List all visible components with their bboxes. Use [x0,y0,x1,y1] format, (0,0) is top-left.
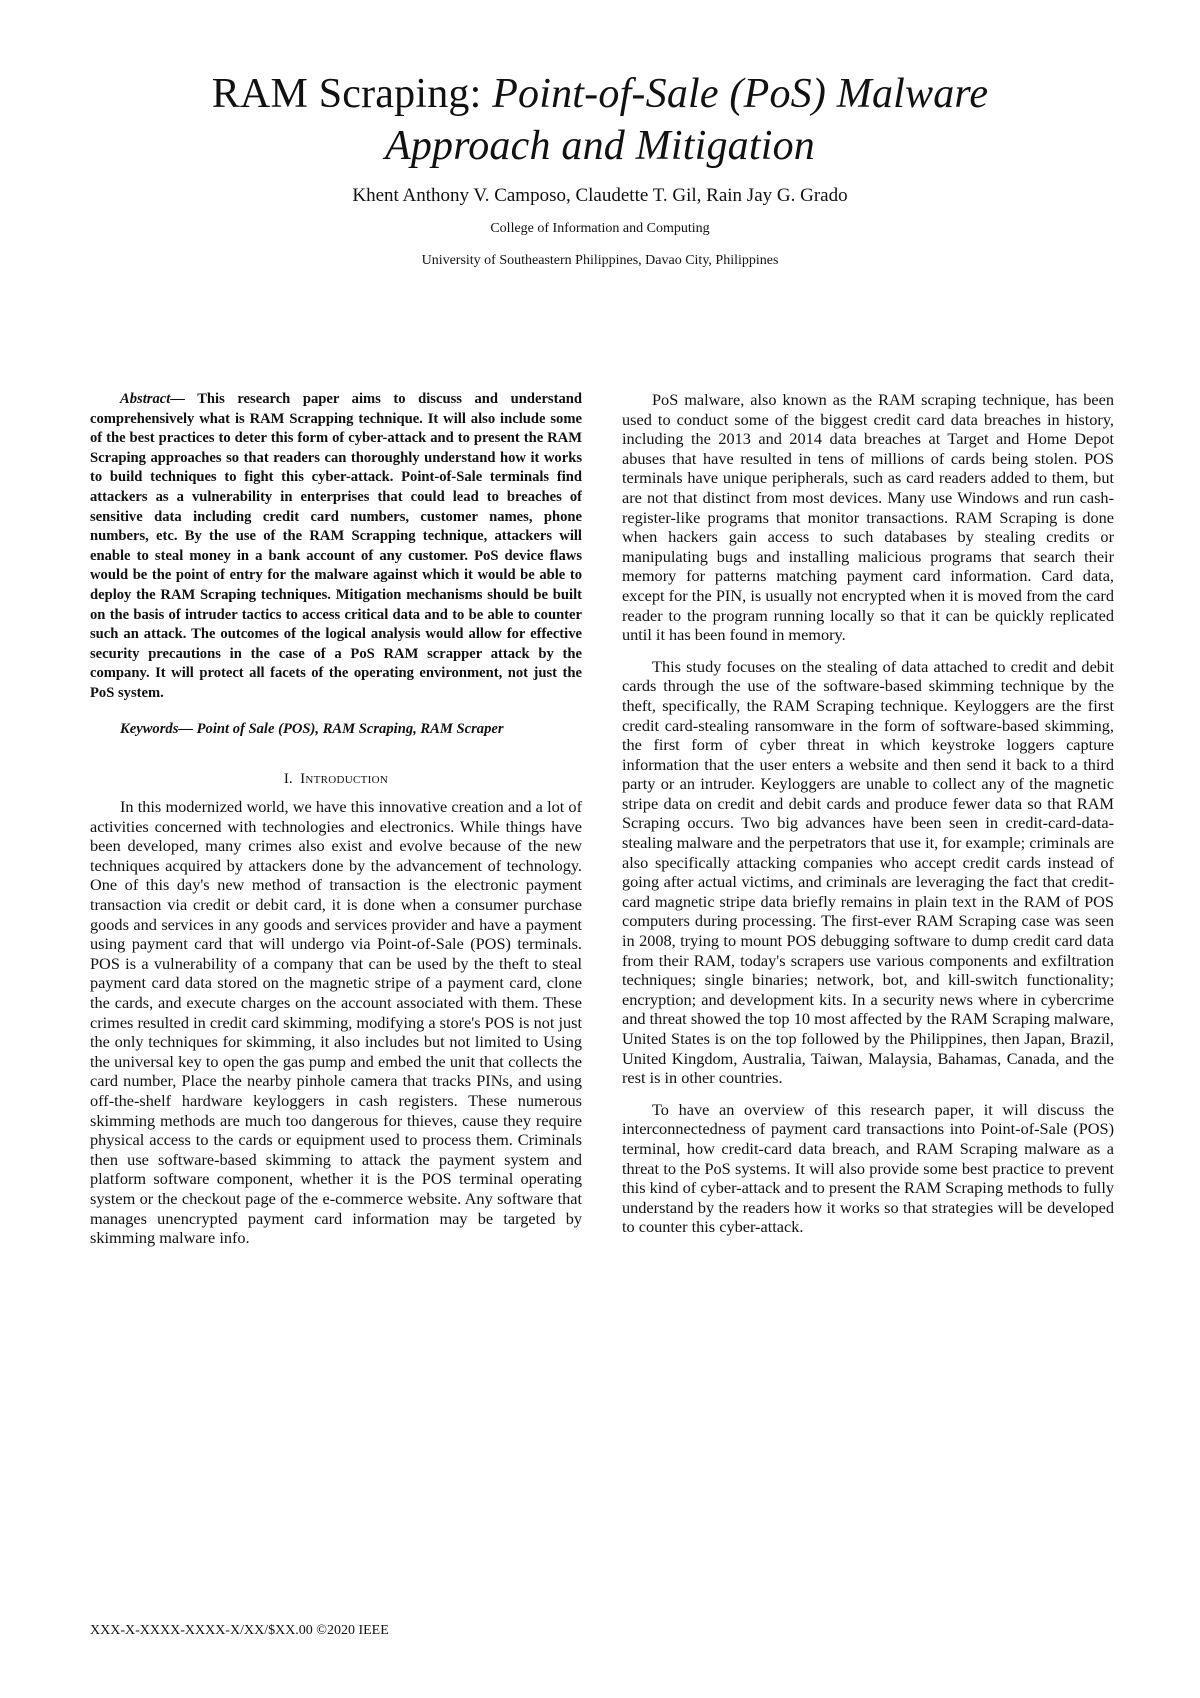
keywords: Keywords— Point of Sale (POS), RAM Scraping, RAM Scraper [120,720,504,737]
body-paragraph-1: PoS malware, also known as the RAM scraping technique, has been used to conduct some of the biggest credit card data breaches in history, including the 2013 and 2014 data breaches at Target and Home Depot abuses that have resulted in tens of millions of cards being stolen. POS terminals have unique peripherals, such as card readers added to them, but are not that distinct from most devices. Many use Windows and run cash-register-like programs that monitor transactions. RAM Scraping is done when hackers gain access to such databases by stealing credits or manipulating bugs and installing malicious programs that search their memory for patterns matching payment card information. Card data, except for the PIN, is usually not encrypted when it is moved from the card reader to the program running locally so that it can be quickly replicated until it has been found in memory. [622,390,1114,645]
abstract-dash: — [170,391,198,407]
copyright-footer: XXX-X-XXXX-XXXX-X/XX/$XX.00 ©2020 IEEE [90,1623,389,1638]
intro-paragraph: In this modernized world, we have this innovative creation and a lot of activities concerned with technologies and electronics. While things have been developed, many crimes also exist and evolve because of the new techniques acquired by attackers done by the advancement of technology. One of this day's new method of transaction is the electronic payment transaction via credit or debit card, it is done when a consumer purchase goods and services in any goods and services provider and have a payment using payment card that will undergo via Point-of-Sale (POS) terminals. POS is a vulnerability of a company that can be used by the theft to steal payment card data stored on the magnetic stripe of a payment card, clone the cards, and execute charges on the account associated with them. These crimes resulted in credit card skimming, modifying a store's POS is not just the only techniques for skimming, it also includes but not limited to Using the universal key to open the gas pump and embed the unit that collects the card number, Place the nearby pinhole camera that tracks PINs, and using off-the-shelf hardware keyloggers in cash registers. These numerous skimming methods are much too dangerous for thieves, cause they require physical access to the cards or equipment used to process them. Criminals then use software-based skimming to attack the payment system and platform software component, whether it is the POS terminal operating system or the checkout page of the e-commerce website. Any software that manages unencrypted payment card information may be targeted by skimming malware info. [90,797,582,1248]
body-paragraph-3: To have an overview of this research paper, it will discuss the interconnectedness of payment card transactions into Point-of-Sale (POS) terminal, how credit-card data breach, and RAM Scraping malware as a threat to the PoS systems. It will also provide some best practice to prevent this kind of cyber-attack and to present the RAM Scraping methods to fully understand by the readers how it works so that strategies will be developed to counter this cyber-attack. [622,1099,1114,1237]
body-paragraph-2: This study focuses on the stealing of data attached to credit and debit cards through the use of the software-based skimming technique by the theft, specifically, the RAM Scraping technique. Keyloggers are the first credit card-stealing ransomware in the form of software-based skimming, the first form of cyber threat in which keystroke loggers capture information that the user enters a website and then send it back to a third party or an intruder. Keyloggers are unable to collect any of the magnetic stripe data on credit and debit cards and produce fewer data so that RAM Scraping occurs. Two big advances have been seen in credit-card-data-stealing malware and the perpetrators that use it, for example; criminals are also specifically attacking companies who accept credit cards instead of going after actual victims, and criminals are leveraging the fact that credit-card magnetic stripe data briefly remains in plain text in the RAM of POS computers during processing. The first-ever RAM Scraping case was seen in 2008, trying to mount POS debugging software to dump credit card data from their RAM, today's scrapers use various components and exfiltration techniques; single binaries; network, bot, and kill-switch functionality; encryption; and development kits. In a security news where in cybercrime and threat showed the top 10 most affected by the RAM Scraping malware, United States is on the top followed by the Philippines, then Japan, Brazil, United Kingdom, Australia, Taiwan, Malaysia, Bahamas, Canada, and the rest is in other countries. [622,656,1114,1088]
affiliation-college: College of Information and Computing [490,221,710,236]
affiliation-university: University of Southeastern Philippines, Davao City, Philippines [421,253,779,268]
title-italic-line1: Point-of-Sale (PoS) Malware [492,71,989,117]
left-column [90,390,582,1248]
abstract [90,390,582,704]
author-list: Khent Anthony V. Camposo, Claudette T. Gil, Rain Jay G. Grado [352,185,848,206]
title-plain: RAM Scraping: [211,71,493,117]
section-heading-introduction [90,769,582,789]
abstract-text: This research paper aims to discuss and understand comprehensively what is RAM Scrapping technique. It will also include some of the best practices to deter this form of cyber-attack and to present the RAM Scraping approaches so that readers can thoroughly understand how it works to build techniques to fight this cyber-attack. Point-of-Sale terminals find attackers as a vulnerability in enterprises that could lead to breaches of sensitive data including credit card numbers, customer names, phone numbers, etc. By the use of the RAM Scrapping technique, attackers will enable to steal money in a bank account of any customer. PoS device flaws would be the point of entry for the malware against which it would be able to deploy the RAM Scraping techniques. Mitigation mechanisms should be built on the basis of intruder tactics to access critical data and to be able to counter such an attack. The outcomes of the logical analysis would allow for effective security precautions in the case of a PoS RAM scrapper attack by the company. It will protect all facets of the operating environment, not just the PoS system. [90,391,582,701]
section-title: Introduction [300,771,389,788]
paper-title [60,68,1140,172]
right-column [622,390,1114,1237]
abstract-lead: Abstract [120,391,171,407]
section-number: I. [283,771,293,788]
paper-header [60,68,1140,270]
title-italic-line2: Approach and Mitigation [384,123,815,169]
